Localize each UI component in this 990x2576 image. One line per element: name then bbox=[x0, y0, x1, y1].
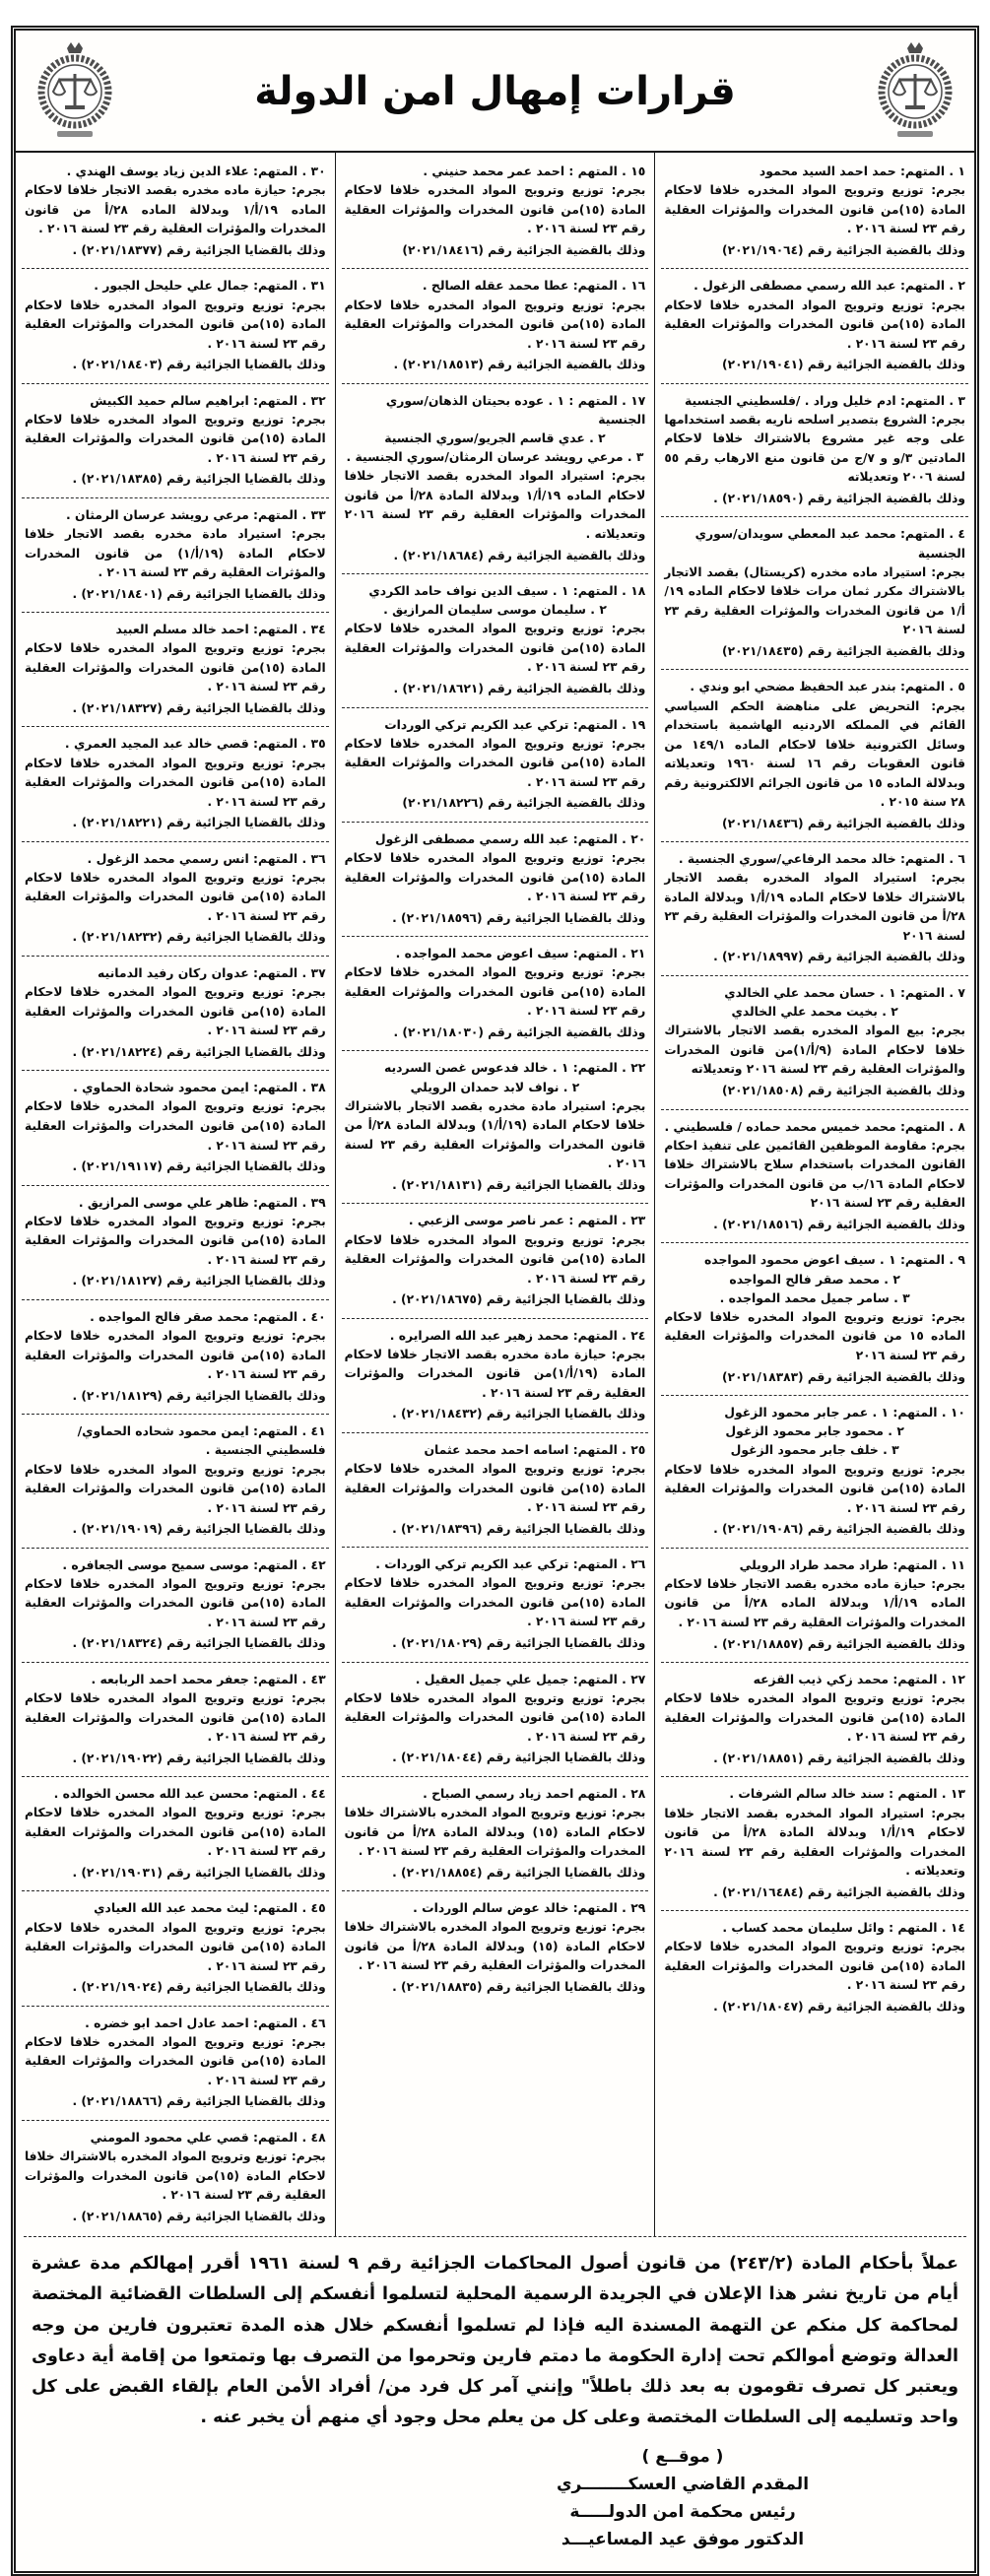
entry-case-number: وذلك بالقضايا الجزائية رقم (٢٠٢١/١٩٠٢٢) . bbox=[72, 1750, 326, 1765]
entry-case-number: وذلك بالقضايا الجزائية رقم (٢٠٢١/١٨٢٣٢) . bbox=[72, 930, 326, 945]
case-entry bbox=[661, 669, 968, 841]
entry-defendant-header: ٢٨ . المتهم احمد زياد رسمي الصباح . bbox=[423, 1785, 646, 1801]
entry-charge: بجرم: توزيع وترويج المواد المخدره خلافا لاحكام المادة (١٥)من قانون المخدرات والمؤثرات العقلية رقم ٢٣ لسنة ٢٠١٦ . bbox=[344, 1576, 646, 1629]
entry-charge: بجرم: توزيع وترويج المواد المخدره خلافا لاحكام المادة (١٥)من قانون المخدرات والمؤثرات العقلية رقم ٢٣ لسنة ٢٠١٦ . bbox=[664, 1940, 966, 1993]
entry-codefendant: ٢ . سليمان موسى سليمان المرازيق . bbox=[383, 602, 607, 618]
entry-defendant-header: ٢٧ . المتهم: جميل علي جميل العقيل . bbox=[415, 1671, 646, 1686]
entry-case-number: وذلك بالقضايا الجزائية رقم (٢٠٢١/١٨٠٢٩) . bbox=[392, 1635, 646, 1650]
entry-case-number: وذلك بالقضية الجزائية رقم (٢٠٢١/١٨٠٤٧) . bbox=[713, 1999, 965, 2014]
entry-case-number: وذلك بالقضية الجزائية رقم (٢٠٢١/١٨٦٨٤) . bbox=[393, 548, 646, 562]
case-entry bbox=[342, 1547, 649, 1661]
case-entry bbox=[22, 1662, 329, 1776]
column-middle-entries-15-29 bbox=[336, 153, 656, 2236]
entry-defendant-header: ٢٥ . المتهم: اسامه احمد محمد عثمان bbox=[424, 1441, 646, 1457]
case-entry bbox=[22, 841, 329, 956]
signature-line: ( موقــع ) bbox=[641, 2447, 724, 2468]
entry-defendant-header: ٤٠ . المتهم: محمد صقر فالح المواجده . bbox=[90, 1308, 326, 1324]
entry-charge: بجرم: التحريض على مناهضة الحكم السياسي القائم في المملكه الاردنيه الهاشمية باستخدام وسائل الكترونية خلافا لاحكام الماده ١٤٩/١ من قانون العقوبات رقم ١٦ لسنة ١٩٦٠ وتعديلاته وبدلالة الماده ١٥ من قانون الجرائم الالكترونية رقم ٢٨ سنة ٢٠١٥ . bbox=[664, 698, 965, 810]
entry-defendant-header: ٣٦ . المتهم: انس رسمي محمد الزغول . bbox=[87, 850, 326, 866]
entry-charge: بجرم: توزيع وترويج المواد المخدره خلافا لاحكام المادة (١٥)من قانون المخدرات والمؤثرات العقلية رقم ٢٣ لسنة ٢٠١٦ . bbox=[344, 1462, 646, 1515]
case-entry bbox=[661, 155, 968, 268]
entry-charge: بجرم: توزيع وترويج المواد المخدره خلافا لاحكام المادة (١٥)من قانون المخدرات والمؤثرات العقلية رقم ٢٣ لسنة ٢٠١٦ . bbox=[344, 297, 646, 351]
entry-charge: بجرم: استيراد ماده مخدره (كريستال) بقصد الاتجار بالاشتراك مكرر ثمان مرات خلافا لاحكام الماده ١٩/أ/١ من قانون المخدرات والمؤثرات العقلية رقم ٢٣ لسنة ٢٠١٦ bbox=[664, 564, 965, 637]
entry-charge: بجرم: توزيع وترويج المواد المخدره بالاشتراك خلافا لاحكام المادة (١٥) وبدلالة المادة ٢٨/أ من قانون المخدرات والمؤثرات العقلية رقم ٢٣ لسنة ٢٠١٦ . bbox=[344, 1806, 646, 1859]
column-left-entries-30-48 bbox=[16, 153, 336, 2236]
entry-defendant-header: ٣١ . المتهم: جمال علي حليحل الجبور . bbox=[94, 278, 326, 294]
case-entry bbox=[22, 726, 329, 840]
entry-case-number: وذلك بالقضايا الجزائية رقم (٢٠٢١/١٩٠٢٤) . bbox=[72, 1980, 326, 1995]
entry-charge: بجرم: توزيع وترويج المواد المخدره خلافا لاحكام المادة (١٥)من قانون المخدرات والمؤثرات العقلية رقم ٢٣ لسنة ٢٠١٦ . bbox=[344, 183, 646, 236]
entry-charge: بجرم: استيراد المواد المخدره بقصد الاتجار بالاشتراك خلافا لاحكام الماده ١٩/أ/١ وبدلالة المادة ٢٨/أ من قانون المخدرات والمؤثرات العقلية رقم ٢٣ لسنة ٢٠١٦ bbox=[664, 871, 966, 943]
entry-charge: بجرم: توزيع وترويج المواد المخدره خلافا لاحكام المادة (١٥)من قانون المخدرات والمؤثرات العقلية رقم ٢٣ لسنة ٢٠١٦ . bbox=[24, 756, 326, 809]
entry-charge: بجرم: توزيع وترويج المواد المخدره خلافا لاحكام المادة (١٥)من قانون المخدرات والمؤثرات العقلية رقم ٢٣ لسنة ٢٠١٦ . bbox=[344, 1232, 646, 1286]
case-entry bbox=[661, 268, 968, 382]
case-entry bbox=[22, 2120, 329, 2234]
entry-defendant-header: ١١ . المتهم: طراد محمد طراد الرويلي bbox=[739, 1556, 965, 1572]
entry-case-number: وذلك بالقضية الجزائية رقم (٢٠٢١/١٨٠٣٠) . bbox=[393, 1024, 646, 1039]
case-entry bbox=[342, 1432, 649, 1547]
entry-case-number: وذلك بالقضية الجزائية رقم (٢٠٢١/١٩٠٨٦) . bbox=[713, 1522, 965, 1537]
entry-defendant-header: ٢١ . المتهم: سيف اعوض محمد المواجده . bbox=[395, 946, 646, 961]
case-entry bbox=[661, 1242, 968, 1395]
column-right-entries-1-14 bbox=[655, 153, 974, 2236]
entry-charge: بجرم: توزيع وترويج المواد المخدره خلافا لاحكام المادة (١٥)من قانون المخدرات والمؤثرات العقلية رقم ٢٣ لسنة ٢٠١٦ . bbox=[24, 985, 326, 1038]
entry-case-number: وذلك بالقضايا الجزائية رقم (٢٠٢١/١٨٥٩٦) . bbox=[392, 910, 646, 925]
entry-case-number: وذلك بالقضايا الجزائية رقم (٢٠٢١/١٨٨٣٥) . bbox=[392, 1979, 646, 1994]
entry-case-number: وذلك بالقضايا الجزائية رقم (٢٠٢١/١٩١١٧) . bbox=[72, 1159, 326, 1174]
case-entry bbox=[22, 497, 329, 612]
entry-case-number: وذلك بالقضية الجزائية رقم (٢٠٢١/١٦٤٨٤) . bbox=[713, 1884, 965, 1899]
case-entry bbox=[661, 383, 968, 517]
entry-case-number: وذلك بالقضية الجزائية رقم (٢٠٢١/١٨٨٥١) . bbox=[713, 1750, 965, 1765]
case-entry bbox=[22, 1776, 329, 1890]
case-entry bbox=[661, 1910, 968, 2024]
gazette-page bbox=[11, 26, 979, 2576]
entry-case-number: وذلك بالقضايا الجزائية رقم (٢٠٢١/١٨٢٢١) . bbox=[72, 816, 326, 830]
entry-case-number: وذلك بالقضية الجزائية رقم (٢٠٢١/١٨٥٩٠) . bbox=[713, 491, 965, 505]
entry-defendant-header: ١٩ . المتهم: تركي عبد الكريم تركي الوردات bbox=[384, 716, 646, 732]
case-entry bbox=[661, 841, 968, 975]
entry-case-number: وذلك بالقضية الجزائية رقم (٢٠٢١/١٨٩٩٧) . bbox=[713, 950, 965, 964]
case-entry bbox=[22, 1185, 329, 1299]
entry-charge: بجرم: الشروع بتصدير اسلحه ناريه بقصد استخدامها على وجه غير مشروع بالاشتراك خلافا لاحكام المادتين ٣/و و ٧/ج من قانون منع الارهاب رقم ٥٥ لسنة ٢٠٠٦ وتعديلاته bbox=[664, 412, 965, 485]
entry-defendant-header: ٢٣ . المتهم : عمر ناصر موسى الزعبي . bbox=[408, 1213, 646, 1228]
entry-charge: بجرم: توزيع وترويج المواد المخدره خلافا لاحكام المادة (١٥)من قانون المخدرات والمؤثرات العقلية رقم ٢٣ لسنة ٢٠١٦ . bbox=[24, 1806, 326, 1859]
entry-charge: بجرم: توزيع وترويج المواد المخدره خلافا لاحكام المادة (١٥)من قانون المخدرات والمؤثرات العقلية رقم ٢٣ لسنة ٢٠١٦ . bbox=[664, 297, 966, 351]
entry-charge: بجرم: توزيع وترويج المواد المخدره خلافا لاحكام المادة (١٥)من قانون المخدرات والمؤثرات العقلية رقم ٢٣ لسنة ٢٠١٦ . bbox=[344, 622, 646, 675]
entry-defendant-header: ١٢ . المتهم: محمد زكي ذيب القزعه bbox=[753, 1672, 965, 1687]
case-entry bbox=[342, 1318, 649, 1432]
entry-defendant-header: ٢٢ . المتهم: ١ . خالد فدعوس غصن السرديه bbox=[384, 1060, 646, 1076]
case-entry bbox=[22, 383, 329, 497]
entry-charge: بجرم: توزيع وترويج المواد المخدره خلافا لاحكام المادة (١٥)من قانون المخدرات والمؤثرات العقلية رقم ٢٣ لسنة ٢٠١٦ . bbox=[24, 870, 326, 923]
entry-charge: بجرم: توزيع وترويج المواد المخدره خلافا لاحكام المادة (١٥)من قانون المخدرات والمؤثرات العقلية رقم ٢٣ لسنة ٢٠١٦ . bbox=[24, 297, 326, 351]
entry-case-number: وذلك بالقضايا الجزائية رقم (٢٠٢١/١٨٨٥٤) . bbox=[392, 1865, 646, 1880]
entry-defendant-header: ٥ . المتهم: بندر عبد الحفيظ مضحي ابو وندي . bbox=[690, 679, 965, 694]
entry-defendant-header: ٦ . المتهم: خالد محمد الرفاعي/سوري الجنسية . bbox=[678, 851, 965, 867]
entry-defendant-header: ٢٦ . المتهم: تركي عبد الكريم تركي الوردات . bbox=[375, 1556, 646, 1572]
entry-defendant-header: ١٥ . المتهم : احمد عمر محمد حنيني . bbox=[423, 164, 646, 178]
entry-defendant-header: ١٤ . المتهم : وائل سليمان محمد كساب . bbox=[722, 1920, 965, 1936]
entry-defendant-header: ٣٢ . المتهم: ابراهيم سالم حميد الكبيش bbox=[90, 392, 326, 408]
entry-charge: بجرم: توزيع وترويج المواد المخدره خلافا لاحكام الماده ١٥ من قانون المخدرات والمؤثرات العقلية رقم ٢٣ لسنة ٢٠١٦ bbox=[664, 1309, 965, 1362]
entries-columns bbox=[16, 153, 974, 2236]
entry-defendant-header: ١٧ . المتهم : ١ . عوده بحيتان الذهان/سوري الجنسية bbox=[385, 392, 646, 427]
signature-block bbox=[476, 2443, 890, 2553]
entry-defendant-header: ١٠ . المتهم: ١ . عمر جابر محمود الزغول bbox=[724, 1405, 965, 1420]
entry-charge: بجرم: حيازة مادة مخدره بقصد الاتجار خلافا لاحكام المادة (١٩/أ/١)من قانون المخدرات والمؤثرات العقلية رقم ٢٣ لسنة ٢٠١٦ . bbox=[344, 1347, 646, 1400]
case-entry bbox=[661, 1395, 968, 1548]
case-entry bbox=[661, 1776, 968, 1910]
scales-of-justice-emblem-right bbox=[874, 40, 957, 143]
entry-case-number: وذلك بالقضايا الجزائية رقم (٢٠٢١/١٨٢٢٤) . bbox=[72, 1044, 326, 1059]
entry-defendant-header: ٩ . المتهم: ١ . سيف اعوض محمود المواجده bbox=[703, 1252, 965, 1268]
entry-case-number: وذلك بالقضايا الجزائية رقم (٢٠٢١/١٨٨٦٥) . bbox=[72, 2209, 326, 2223]
entry-charge: بجرم: توزيع وترويج المواد المخدره خلافا لاحكام المادة (١٥)من قانون المخدرات والمؤثرات العقلية رقم ٢٣ لسنة ٢٠١٦ . bbox=[344, 851, 646, 904]
case-entry bbox=[22, 2006, 329, 2120]
entry-defendant-header: ٤٥ . المتهم: ليث محمد عبد الله العيادي bbox=[94, 1900, 326, 1916]
entry-charge: بجرم: توزيع وترويج المواد المخدره خلافا لاحكام المادة (١٥)من قانون المخدرات والمؤثرات العقلية رقم ٢٣ لسنة ٢٠١٦ . bbox=[24, 1099, 326, 1153]
entry-charge: بجرم: حيازة ماده مخدره بقصد الاتجار خلافا لاحكام الماده ١٩/أ/١ وبدلالة الماده ٢٨/أ من قانون المخدرات والمؤثرات العقلية رقم ٢٣ لسنة ٢٠١٦ . bbox=[24, 183, 326, 236]
entry-case-number: وذلك بالقضية الجزائية رقم (٢٠٢١/١٨٥٠٨) bbox=[722, 1083, 965, 1097]
entry-case-number: وذلك بالقضية الجزائية رقم (٢٠٢١/١٩٠٤١) bbox=[722, 358, 965, 372]
entry-charge: بجرم: توزيع وترويج المواد المخدره خلافا لاحكام المادة (١٥)من قانون المخدرات والمؤثرات العقلية رقم ٢٣ لسنة ٢٠١٦ . bbox=[664, 1462, 966, 1515]
case-entry bbox=[22, 1548, 329, 1662]
case-entry bbox=[342, 383, 649, 573]
entry-charge: بجرم: بيع المواد المخدره بقصد الاتجار بالاشتراك خلافا لاحكام المادة (٩/أ/١)من قانون المخدرات والمؤثرات العقلية رقم ٢٣ لسنة ٢٠١٦ وتعديلاته bbox=[664, 1024, 965, 1077]
entry-defendant-header: ٣٥ . المتهم: قصي خالد عبد المجيد العمري . bbox=[64, 736, 326, 752]
entry-case-number: وذلك بالقضية الجزائية رقم (٢٠٢١/١٩٠٦٤) bbox=[722, 242, 965, 257]
case-entry bbox=[661, 1548, 968, 1662]
entry-charge: بجرم: توزيع وترويج المواد المخدره خلافا لاحكام المادة (١٥)من قانون المخدرات والمؤثرات العقلية رقم ٢٣ لسنة ٢٠١٦ . bbox=[664, 1691, 966, 1745]
entry-codefendant: ٢ . عدي قاسم الجريو/سوري الجنسية bbox=[384, 430, 606, 445]
case-entry bbox=[22, 1070, 329, 1184]
entry-case-number: وذلك بالقضايا الجزائية رقم (٢٠٢١/١٨٤٣٢) . bbox=[392, 1407, 646, 1421]
entry-codefendant: ٢ . محمد صقر فالح المواجده bbox=[729, 1271, 900, 1287]
entry-defendant-header: ٤٨ . المتهم: قصي علي محمود المومني bbox=[90, 2130, 326, 2145]
entry-case-number: وذلك بالقضايا الجزائية رقم (٢٠٢١/١٨٤٠١) . bbox=[72, 586, 326, 601]
entry-defendant-header: ٧ . المتهم: ١ . حسان محمد علي الخالدي bbox=[724, 985, 965, 1000]
entry-case-number: وذلك بالقضية الجزائية رقم (٢٠٢١/١٨٤٣٥) bbox=[722, 643, 965, 658]
case-entry bbox=[342, 1662, 649, 1776]
entry-charge: بجرم: توزيع وترويج المواد المخدره خلافا لاحكام المادة (١٥)من قانون المخدرات والمؤثرات العقلية رقم ٢٣ لسنة ٢٠١٦ . bbox=[344, 965, 646, 1019]
entry-charge: بجرم: توزيع وترويج المواد المخدره بالاشتراك خلافا لاحكام المادة (١٥)من قانون المخدرات والمؤثرات العقلية رقم ٢٣ لسنة ٢٠١٦ . bbox=[24, 2149, 326, 2203]
entry-case-number: وذلك بالقضايا الجزائية رقم (٢٠٢١/١٨٨٦٦) . bbox=[72, 2094, 326, 2109]
page-title: قرارات إمهال امن الدولة bbox=[254, 69, 736, 114]
entry-charge: بجرم: استيراد المواد المخدره بقصد الاتجار خلافا لاحكام الماده ١٩/أ/١ وبدلالة المادة ٢٨/أ من قانون المخدرات والمؤثرات العقلية رقم ٢٣ لسنة ٢٠١٦ وتعديلاته . bbox=[344, 469, 646, 541]
entry-defendant-header: ٤٢ . المتهم: موسى سميح موسى الجعافره . bbox=[62, 1556, 326, 1572]
case-entry bbox=[661, 1662, 968, 1776]
entry-codefendant: ٢ . محمود جابر محمود الزغول bbox=[725, 1423, 904, 1439]
entry-defendant-header: ٣٣ . المتهم: مرعي رويشد عرسان الرمثان . bbox=[66, 506, 326, 522]
case-entry bbox=[342, 1203, 649, 1317]
entry-case-number: وذلك بالقضايا الجزائية رقم (٢٠٢١/١٨٣٧٧) . bbox=[72, 242, 326, 257]
entry-defendant-header: ٤٣ . المتهم: جعفر محمد احمد الربابعه . bbox=[91, 1671, 326, 1686]
entry-defendant-header: ٤٤ . المتهم: محسن عبد الله محسن الخوالده . bbox=[53, 1786, 326, 1802]
entry-charge: بجرم: توزيع وترويج المواد المخدره خلافا لاحكام المادة (١٥)من قانون المخدرات والمؤثرات العقلية رقم ٢٣ لسنة ٢٠١٦ . bbox=[24, 412, 326, 465]
case-entry bbox=[661, 975, 968, 1109]
case-entry bbox=[342, 573, 649, 707]
entry-charge: بجرم: توزيع وترويج المواد المخدره خلافا لاحكام المادة (١٥)من قانون المخدرات والمؤثرات العقلية رقم ٢٣ لسنة ٢٠١٦ . bbox=[664, 183, 966, 236]
entry-charge: بجرم: حيازة ماده مخدره بقصد الاتجار خلافا لاحكام الماده ١٩/أ/١ وبدلالة الماده ٢٨/أ من قانون المخدرات والمؤثرات العقلية رقم ٢٣ لسنة ٢٠١٦ . bbox=[664, 1576, 965, 1629]
entry-defendant-header: ٣٩ . المتهم: ظاهر علي موسى المرازيق . bbox=[78, 1194, 326, 1210]
case-entry bbox=[22, 612, 329, 726]
entry-charge: بجرم: توزيع وترويج المواد المخدره خلافا لاحكام المادة (١٥)من قانون المخدرات والمؤثرات العقلية رقم ٢٣ لسنة ٢٠١٦ . bbox=[24, 2034, 326, 2087]
case-entry bbox=[22, 155, 329, 268]
entry-case-number: وذلك بالقضايا الجزائية رقم (٢٠٢١/١٨٣٨٥) . bbox=[72, 472, 326, 487]
signature-line: رئيس محكمة امن الدولـــــة bbox=[569, 2502, 796, 2523]
case-entry bbox=[342, 268, 649, 382]
entry-defendant-header: ٣٠ . المتهم: علاء الدين زياد يوسف الهندي . bbox=[66, 164, 326, 178]
entry-case-number: وذلك بالقضايا الجزائية رقم (٢٠٢١/١٩٠١٩) . bbox=[72, 1522, 326, 1537]
entry-charge: بجرم: استيراد مادة مخدره بقصد الاتجار خلافا لاحكام المادة (١٩/أ/١) من قانون المخدرات والمؤثرات العقلية رقم ٢٣ لسنة ٢٠١٦ . bbox=[24, 527, 326, 580]
entry-defendant-header: ١٦ . المتهم: عطا محمد عقله الصالح . bbox=[422, 278, 646, 294]
entry-defendant-header: ٣٨ . المتهم: ايمن محمود شحادة الحماوي . bbox=[73, 1080, 326, 1095]
entry-defendant-header: ٢ . المتهم: عبد الله رسمي مصطفى الزغول . bbox=[693, 278, 965, 294]
entry-case-number: وذلك بالقضايا الجزائية رقم (٢٠٢١/١٨٣٢٤) . bbox=[72, 1636, 326, 1651]
entry-charge: بجرم: توزيع وترويج المواد المخدره خلافا لاحكام المادة (١٥)من قانون المخدرات والمؤثرات العقلية رقم ٢٣ لسنة ٢٠١٦ . bbox=[24, 1576, 326, 1629]
entry-codefendant: ٣ . مرعي رويشد عرسان الرمثان/سوري الجنسية . bbox=[346, 449, 644, 465]
entry-charge: بجرم: مقاومة الموظفين القائمين على تنفيذ احكام القانون المخدرات باستخدام سلاح بالاشتراك خلافا لاحكام المادة ١٦/ب من قانون المخدرات والمؤثرات العقلية رقم ٢٣ لسنة ٢٠١٦ bbox=[664, 1138, 965, 1211]
entry-case-number: وذلك بالقضايا الجزائية رقم (٢٠٢١/١٨٦٧٥) . bbox=[392, 1292, 646, 1307]
case-entry bbox=[22, 1299, 329, 1414]
entry-case-number: وذلك بالقضايا الجزائية رقم (٢٠٢١/١٨٣٩٦) . bbox=[392, 1521, 646, 1536]
entry-case-number: وذلك بالقضية الجزائية رقم (٢٠٢١/١٨٤٣٦) bbox=[722, 816, 965, 830]
entry-charge: بجرم: استيراد مادة مخدره بقصد الاتجار بالاشتراك خلافا لاحكام المادة (١٩/أ/١) وبدلالة المادة ٢٨/أ من قانون المخدرات والمؤثرات العقلية رقم ٢٣ لسنة ٢٠١٦ . bbox=[344, 1098, 646, 1171]
entry-case-number: وذلك بالقضايا الجزائية رقم (٢٠٢١/١٩٠٣١) . bbox=[72, 1865, 326, 1880]
entry-case-number: وذلك بالقضايا الجزائية رقم (٢٠٢١/١٨٠٤٤) . bbox=[392, 1750, 646, 1765]
entry-charge: بجرم: توزيع وترويج المواد المخدره خلافا لاحكام المادة (١٥)من قانون المخدرات والمؤثرات العقلية رقم ٢٣ لسنة ٢٠١٦ . bbox=[24, 1214, 326, 1267]
entry-codefendant: ٢ . نواف لابد حمدان الرويلي bbox=[410, 1079, 580, 1094]
entry-case-number: وذلك بالقضايا الجزائية رقم (٢٠٢١/١٨١٢٧) . bbox=[72, 1274, 326, 1288]
page-header bbox=[16, 31, 974, 153]
entry-defendant-header: ٨ . المتهم: محمد خميس محمد حماده / فلسطيني . bbox=[664, 1118, 965, 1134]
entry-defendant-header: ٤٦ . المتهم: احمد عادل احمد ابو خضره . bbox=[85, 2015, 326, 2030]
entry-codefendant: ٣ . خلف جابر محمود الزغول bbox=[730, 1442, 899, 1458]
entry-defendant-header: ٣ . المتهم: ادم خليل وراد . /فلسطيني الجنسية bbox=[685, 392, 965, 408]
entry-case-number: وذلك بالقضية الجزائية رقم (٢٠٢١/١٨٦٢١) . bbox=[393, 682, 646, 695]
entry-case-number: وذلك بالقضية الجزائية رقم (٢٠٢١/١٨٥١٦) . bbox=[713, 1217, 965, 1231]
entry-case-number: وذلك بالقضية الجزائية رقم (٢٠٢١/١٨٥١٣) . bbox=[393, 358, 646, 372]
case-entry bbox=[22, 1414, 329, 1548]
scales-of-justice-emblem-left bbox=[33, 40, 116, 143]
entry-charge: بجرم: استيراد المواد المخدره بقصد الاتجار خلافا لاحكام ١٩/أ/١ وبدلالة المادة ٢٨/أ من قانون المخدرات والمؤثرات العقلية رقم ٢٣ لسنة ٢٠١٦ وتعديلاته . bbox=[664, 1806, 965, 1879]
entry-case-number: وذلك بالقضية الجزائية رقم (٢٠٢١/١٨٨٥٧) . bbox=[713, 1636, 965, 1651]
signature-line: المقدم القاضي العسكــــــــري bbox=[556, 2475, 810, 2495]
case-entry bbox=[22, 956, 329, 1070]
entry-case-number: وذلك بالقضايا الجزائية رقم (٢٠٢١/١٨١٢٩) . bbox=[72, 1388, 326, 1403]
entry-defendant-header: ١٣ . المتهم : سند خالد سالم الشرفات . bbox=[729, 1786, 965, 1802]
signature-line: الدكتور موفق عيد المساعيـــد bbox=[561, 2530, 805, 2550]
case-entry bbox=[661, 516, 968, 669]
entry-charge: بجرم: توزيع وترويج المواد المخدره بالاشتراك خلافا لاحكام المادة (١٥) وبدلالة المادة ٢٨/أ من قانون المخدرات والمؤثرات العقلية رقم ٢٣ لسنة ٢٠١٦ . bbox=[344, 1920, 646, 1973]
entry-codefendant: ٣ . سامر جميل محمد المواجده . bbox=[719, 1289, 910, 1305]
entry-charge: بجرم: توزيع وترويج المواد المخدره خلافا لاحكام المادة (١٥)من قانون المخدرات والمؤثرات العقلية رقم ٢٣ لسنة ٢٠١٦ . bbox=[24, 641, 326, 694]
entry-defendant-header: ٤ . المتهم: محمد عبد المعطي سويدان/سوري الجنسية bbox=[694, 526, 965, 561]
entry-case-number: وذلك بالقضية الجزائية رقم (٢٠٢١/١٨٤١٦) bbox=[402, 242, 646, 257]
entry-charge: بجرم: توزيع وترويج المواد المخدره خلافا لاحكام المادة (١٥)من قانون المخدرات والمؤثرات العقلية رقم ٢٣ لسنة ٢٠١٦ . bbox=[24, 1329, 326, 1382]
footer-block bbox=[24, 2236, 966, 2553]
entry-case-number: وذلك بالقضايا الجزائية رقم (٢٠٢١/١٨٣٢٧) . bbox=[72, 700, 326, 715]
entry-charge: بجرم: توزيع وترويج المواد المخدره خلافا لاحكام المادة (١٥)من قانون المخدرات والمؤثرات العقلية رقم ٢٣ لسنة ٢٠١٦ . bbox=[24, 1462, 326, 1515]
case-entry bbox=[342, 1050, 649, 1203]
case-entry bbox=[342, 936, 649, 1050]
entry-defendant-header: ٢٤ . المتهم: محمد زهير عبد الله الصرايره . bbox=[389, 1327, 646, 1343]
entry-defendant-header: ٢٩ . المتهم: خالد عوض سالم الوردات . bbox=[413, 1900, 646, 1916]
case-entry bbox=[342, 1890, 649, 2005]
case-entry bbox=[22, 268, 329, 382]
entry-charge: بجرم: توزيع وترويج المواد المخدره خلافا لاحكام المادة (١٥)من قانون المخدرات والمؤثرات العقلية رقم ٢٣ لسنة ٢٠١٦ . bbox=[344, 1690, 646, 1744]
entry-case-number: وذلك بالقضايا الجزائية رقم (٢٠٢١/١٨٤٠٣) . bbox=[72, 358, 326, 372]
case-entry bbox=[342, 707, 649, 822]
entry-defendant-header: ٤١ . المتهم: ايمن محمود شحاده الحماوي/فلسطيني الجنسية . bbox=[77, 1423, 326, 1458]
case-entry bbox=[22, 1890, 329, 2005]
legal-notice-paragraph: عملاً بأحكام المادة (٢٤٣/٢) من قانون أصول المحاكمات الجزائية رقم ٩ لسنة ١٩٦١ أقرر إمهالكم مدة عشرة أيام من تاريخ نشر هذا الإعلان في الجريدة الرسمية المحلية لتسلموا أنفسكم إلى السلطات القضائية المختصة لمحاكمة كل منكم عن التهمة المسندة اليه فإذا لم تسلموا أنفسكم خلال هذه المدة تعتبرون فارين من وجه العدالة وتوضع أموالكم تحت إدارة الحكومة ما دمتم فارين وتحرموا من التصرف بها وتمتعوا من إقامة أية دعاوى ويعتبر كل تصرف تقومون به بعد ذلك باطلاً" وإنني آمر كل فرد من/ أفراد الأمن العام بإلقاء القبض على كل واحد وتسليمه إلى السلطات المختصة وعلى كل من يعلم محل وجود أي منهم أن يخبر عنه . bbox=[32, 2254, 958, 2427]
case-entry bbox=[342, 155, 649, 268]
entry-defendant-header: ١ . المتهم: حمد احمد السيد محمود bbox=[759, 164, 965, 178]
entry-defendant-header: ١٨ . المتهم: ١ . سيف الدين نواف حامد الكردي bbox=[368, 583, 646, 599]
entry-codefendant: ٢ . بخيت محمد علي الخالدي bbox=[731, 1004, 898, 1020]
entry-defendant-header: ٣٤ . المتهم: احمد خالد مسلم العبيد bbox=[115, 622, 326, 637]
case-entry bbox=[342, 1776, 649, 1890]
entry-case-number: وذلك بالقضية الجزائية رقم (٢٠٢١/١٨٣٨٣) bbox=[722, 1369, 965, 1384]
entry-charge: بجرم: توزيع وترويج المواد المخدره خلافا لاحكام المادة (١٥)من قانون المخدرات والمؤثرات العقلية رقم ٢٣ لسنة ٢٠١٦ . bbox=[24, 1691, 326, 1745]
entry-charge: بجرم: توزيع وترويج المواد المخدره خلافا لاحكام المادة (١٥)من قانون المخدرات والمؤثرات العقلية رقم ٢٣ لسنة ٢٠١٦ . bbox=[344, 736, 646, 789]
entry-defendant-header: ٣٧ . المتهم: عدوان ركان رفيد الدمانيه bbox=[98, 964, 326, 980]
case-entry bbox=[342, 822, 649, 936]
entry-case-number: وذلك بالقضايا الجزائية رقم (٢٠٢١/١٨١٣١) . bbox=[392, 1177, 646, 1192]
entry-defendant-header: ٢٠ . المتهم: عبد الله رسمي مصطفى الزغول bbox=[374, 830, 646, 846]
entry-case-number: وذلك بالقضية الجزائية رقم (٢٠٢١/١٨٢٢٦) bbox=[402, 796, 646, 811]
entry-charge: بجرم: توزيع وترويج المواد المخدره خلافا لاحكام المادة (١٥)من قانون المخدرات والمؤثرات العقلية رقم ٢٣ لسنة ٢٠١٦ . bbox=[24, 1920, 326, 1973]
case-entry bbox=[661, 1109, 968, 1243]
